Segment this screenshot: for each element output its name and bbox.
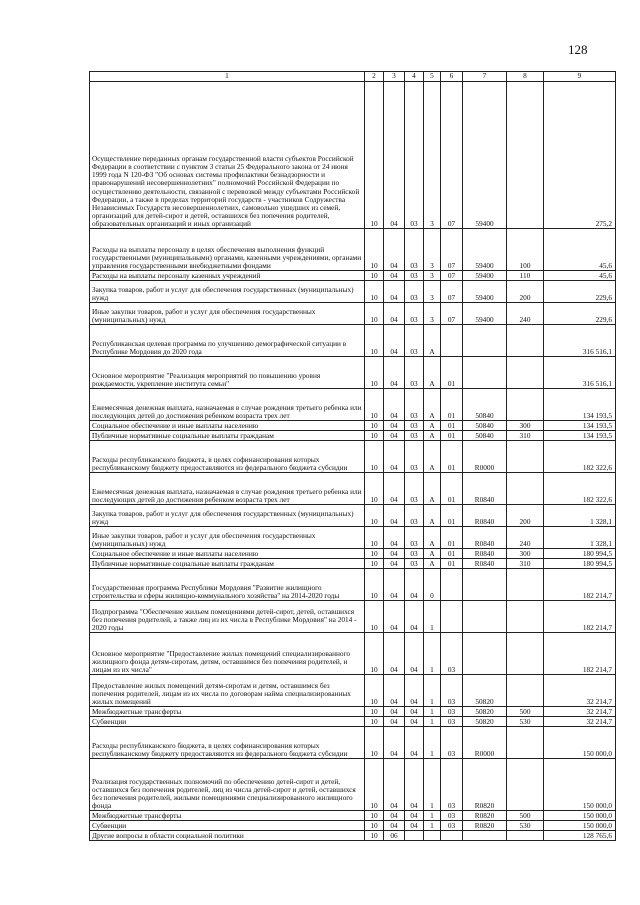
row-subsection: 04 bbox=[384, 707, 405, 717]
row-subprogram: А bbox=[424, 431, 441, 441]
row-expense-type bbox=[507, 759, 544, 811]
row-amount: 316 516,1 bbox=[544, 325, 616, 357]
row-amount: 45,6 bbox=[544, 271, 616, 281]
row-description: Республиканская целевая программа по улучшению демографической ситуации в Республике Мордовия до 2020 года bbox=[90, 325, 365, 357]
table-row bbox=[90, 717, 616, 727]
row-amount: 182 322,6 bbox=[544, 473, 616, 505]
row-program: 04 bbox=[405, 717, 424, 727]
table-row bbox=[90, 473, 616, 505]
row-amount: 32 214,7 bbox=[544, 675, 616, 707]
row-program: 04 bbox=[405, 633, 424, 675]
row-description: Расходы на выплаты персоналу казенных учреждений bbox=[90, 271, 365, 281]
row-section: 10 bbox=[365, 633, 384, 675]
row-expense-type bbox=[507, 441, 544, 473]
table-row bbox=[90, 601, 616, 633]
row-section: 10 bbox=[365, 431, 384, 441]
row-direction: 59400 bbox=[463, 271, 507, 281]
table-row bbox=[90, 675, 616, 707]
row-subsection: 04 bbox=[384, 473, 405, 505]
row-section: 10 bbox=[365, 707, 384, 717]
row-event: 01 bbox=[441, 441, 463, 473]
row-program: 03 bbox=[405, 229, 424, 271]
row-subprogram: А bbox=[424, 421, 441, 431]
row-expense-type bbox=[507, 727, 544, 759]
table-row bbox=[90, 727, 616, 759]
row-program: 03 bbox=[405, 549, 424, 559]
row-amount: 182 214,7 bbox=[544, 569, 616, 601]
row-section: 10 bbox=[365, 727, 384, 759]
row-amount: 182 322,6 bbox=[544, 441, 616, 473]
row-amount: 182 214,7 bbox=[544, 601, 616, 633]
table-row bbox=[90, 549, 616, 559]
row-event bbox=[441, 831, 463, 841]
col-header: 8 bbox=[507, 72, 544, 82]
row-subprogram: 3 bbox=[424, 271, 441, 281]
row-expense-type bbox=[507, 831, 544, 841]
row-subsection: 04 bbox=[384, 505, 405, 527]
row-section: 10 bbox=[365, 473, 384, 505]
row-description: Государственная программа Республики Мордовия "Развитие жилищного строительства и сферы жилищно-коммунального хозяйства" на 2014-2020 годы bbox=[90, 569, 365, 601]
row-program: 03 bbox=[405, 559, 424, 569]
row-direction: 50820 bbox=[463, 707, 507, 717]
row-subprogram: А bbox=[424, 549, 441, 559]
row-subsection: 04 bbox=[384, 717, 405, 727]
row-subsection: 04 bbox=[384, 281, 405, 303]
table-row bbox=[90, 559, 616, 569]
row-description: Субвенции bbox=[90, 717, 365, 727]
row-expense-type: 110 bbox=[507, 271, 544, 281]
row-subprogram: 1 bbox=[424, 811, 441, 821]
row-section: 10 bbox=[365, 831, 384, 841]
row-subprogram: 1 bbox=[424, 717, 441, 727]
row-subsection: 04 bbox=[384, 229, 405, 271]
row-expense-type bbox=[507, 633, 544, 675]
row-description: Субвенции bbox=[90, 821, 365, 831]
row-subsection: 04 bbox=[384, 421, 405, 431]
table-row bbox=[90, 707, 616, 717]
row-subprogram: 3 bbox=[424, 303, 441, 325]
row-section: 10 bbox=[365, 357, 384, 389]
table-row bbox=[90, 431, 616, 441]
row-section: 10 bbox=[365, 325, 384, 357]
row-amount: 1 328,1 bbox=[544, 527, 616, 549]
row-direction: R0840 bbox=[463, 473, 507, 505]
row-section: 10 bbox=[365, 759, 384, 811]
row-program: 04 bbox=[405, 727, 424, 759]
row-expense-type: 240 bbox=[507, 527, 544, 549]
row-amount: 229,6 bbox=[544, 281, 616, 303]
table-row bbox=[90, 759, 616, 811]
row-direction: 50820 bbox=[463, 675, 507, 707]
row-subprogram: А bbox=[424, 527, 441, 549]
row-description: Основное мероприятие "Предоставление жилых помещений специализированного жилищного фонда детям-сиротам, детям, оставшимся без попечения родителей, и лицам из их числа" bbox=[90, 633, 365, 675]
row-subsection: 04 bbox=[384, 727, 405, 759]
row-subprogram: 1 bbox=[424, 727, 441, 759]
row-program: 03 bbox=[405, 357, 424, 389]
row-subsection: 04 bbox=[384, 569, 405, 601]
row-subprogram: 3 bbox=[424, 229, 441, 271]
row-description: Социальное обеспечение и иные выплаты населению bbox=[90, 421, 365, 431]
col-header: 7 bbox=[463, 72, 507, 82]
row-event: 03 bbox=[441, 707, 463, 717]
row-section: 10 bbox=[365, 281, 384, 303]
row-direction: R0840 bbox=[463, 505, 507, 527]
row-direction: R0000 bbox=[463, 727, 507, 759]
table-row bbox=[90, 569, 616, 601]
row-direction: 50840 bbox=[463, 431, 507, 441]
row-description: Основное мероприятие "Реализация мероприятий по повышению уровня рождаемости, укрепление института семьи" bbox=[90, 357, 365, 389]
row-expense-type: 500 bbox=[507, 707, 544, 717]
row-description: Расходы на выплаты персоналу в целях обеспечения выполнения функций государственными (муниципальными) органами, казенными учреждениями, органами управления государственными внебюджетными фондами bbox=[90, 229, 365, 271]
row-event: 03 bbox=[441, 675, 463, 707]
row-amount: 275,2 bbox=[544, 82, 616, 229]
col-header: 3 bbox=[384, 72, 405, 82]
row-program: 04 bbox=[405, 601, 424, 633]
row-section: 10 bbox=[365, 271, 384, 281]
row-description: Ежемесячная денежная выплата, назначаемая в случае рождения третьего ребенка или последующих детей до достижения ребенком возраста трех лет bbox=[90, 473, 365, 505]
table-row bbox=[90, 229, 616, 271]
row-event: 07 bbox=[441, 303, 463, 325]
row-subsection: 04 bbox=[384, 389, 405, 421]
row-program: 03 bbox=[405, 325, 424, 357]
col-header: 5 bbox=[424, 72, 441, 82]
row-program: 03 bbox=[405, 505, 424, 527]
row-subprogram: 1 bbox=[424, 675, 441, 707]
row-description: Реализация государственных полномочий по обеспечению детей-сирот и детей, оставшихся без попечения родителей, лиц из числа детей-сирот и детей, оставшихся без попечения родителей, жилыми помещениями специализированного жилищного фонда bbox=[90, 759, 365, 811]
row-description: Закупка товаров, работ и услуг для обеспечения государственных (муниципальных) нужд bbox=[90, 505, 365, 527]
row-expense-type bbox=[507, 569, 544, 601]
row-section: 10 bbox=[365, 601, 384, 633]
col-header: 9 bbox=[544, 72, 616, 82]
row-expense-type bbox=[507, 473, 544, 505]
row-program: 03 bbox=[405, 421, 424, 431]
row-direction bbox=[463, 569, 507, 601]
row-amount: 182 214,7 bbox=[544, 633, 616, 675]
row-description: Иные закупки товаров, работ и услуг для обеспечения государственных (муниципальных) нужд bbox=[90, 527, 365, 549]
row-event bbox=[441, 601, 463, 633]
row-program bbox=[405, 831, 424, 841]
row-subsection: 04 bbox=[384, 441, 405, 473]
row-subsection: 04 bbox=[384, 811, 405, 821]
row-event: 07 bbox=[441, 82, 463, 229]
row-subsection: 04 bbox=[384, 325, 405, 357]
row-expense-type: 200 bbox=[507, 281, 544, 303]
row-direction: 50840 bbox=[463, 421, 507, 431]
row-direction: R0820 bbox=[463, 811, 507, 821]
row-section: 10 bbox=[365, 527, 384, 549]
col-header: 2 bbox=[365, 72, 384, 82]
row-amount: 32 214,7 bbox=[544, 717, 616, 727]
page-number: 128 bbox=[568, 42, 588, 57]
row-program: 03 bbox=[405, 281, 424, 303]
row-expense-type: 300 bbox=[507, 421, 544, 431]
row-subsection: 04 bbox=[384, 431, 405, 441]
row-expense-type: 300 bbox=[507, 549, 544, 559]
row-expense-type: 530 bbox=[507, 821, 544, 831]
row-event: 01 bbox=[441, 505, 463, 527]
row-subprogram: А bbox=[424, 389, 441, 421]
table-row bbox=[90, 421, 616, 431]
row-subsection: 04 bbox=[384, 82, 405, 229]
row-program: 03 bbox=[405, 82, 424, 229]
row-direction: R0000 bbox=[463, 441, 507, 473]
row-section: 10 bbox=[365, 303, 384, 325]
row-expense-type bbox=[507, 389, 544, 421]
row-subprogram: 1 bbox=[424, 601, 441, 633]
row-program: 03 bbox=[405, 431, 424, 441]
row-section: 10 bbox=[365, 229, 384, 271]
row-subsection: 04 bbox=[384, 601, 405, 633]
row-direction: 50840 bbox=[463, 389, 507, 421]
row-event: 01 bbox=[441, 473, 463, 505]
row-description: Ежемесячная денежная выплата, назначаемая в случае рождения третьего ребенка или последующих детей до достижения ребенком возраста трех лет bbox=[90, 389, 365, 421]
table-row bbox=[90, 357, 616, 389]
table-row bbox=[90, 821, 616, 831]
col-header: 4 bbox=[405, 72, 424, 82]
row-description: Межбюджетные трансферты bbox=[90, 811, 365, 821]
row-program: 03 bbox=[405, 527, 424, 549]
row-expense-type bbox=[507, 357, 544, 389]
row-subprogram: А bbox=[424, 325, 441, 357]
row-section: 10 bbox=[365, 717, 384, 727]
table-row bbox=[90, 811, 616, 821]
row-event: 03 bbox=[441, 811, 463, 821]
row-event: 01 bbox=[441, 549, 463, 559]
col-header: 1 bbox=[90, 72, 365, 82]
row-direction: R0840 bbox=[463, 559, 507, 569]
row-program: 04 bbox=[405, 675, 424, 707]
row-amount: 1 328,1 bbox=[544, 505, 616, 527]
row-direction: 50820 bbox=[463, 717, 507, 727]
row-expense-type bbox=[507, 82, 544, 229]
row-direction bbox=[463, 325, 507, 357]
row-direction: 59400 bbox=[463, 281, 507, 303]
row-section: 10 bbox=[365, 811, 384, 821]
row-event: 01 bbox=[441, 357, 463, 389]
row-description: Предоставление жилых помещений детям-сиротам и детям, оставшимся без попечения родителей, лицам из их числа по договорам найма специализированных жилых помещений bbox=[90, 675, 365, 707]
row-description: Расходы республиканского бюджета, в целях софинансирования которых республиканскому бюджету предоставляются из федерального бюджета субсидии bbox=[90, 727, 365, 759]
table-row bbox=[90, 633, 616, 675]
row-event: 01 bbox=[441, 559, 463, 569]
table-row bbox=[90, 303, 616, 325]
row-program: 04 bbox=[405, 821, 424, 831]
row-section: 10 bbox=[365, 569, 384, 601]
row-program: 03 bbox=[405, 389, 424, 421]
row-section: 10 bbox=[365, 675, 384, 707]
row-subprogram: 1 bbox=[424, 707, 441, 717]
row-subsection: 04 bbox=[384, 559, 405, 569]
col-header: 6 bbox=[441, 72, 463, 82]
row-program: 03 bbox=[405, 303, 424, 325]
row-amount: 32 214,7 bbox=[544, 707, 616, 717]
row-subsection: 04 bbox=[384, 357, 405, 389]
row-program: 03 bbox=[405, 473, 424, 505]
row-event: 07 bbox=[441, 271, 463, 281]
row-subprogram: А bbox=[424, 505, 441, 527]
table-row bbox=[90, 527, 616, 549]
row-subprogram: А bbox=[424, 559, 441, 569]
row-amount: 150 000,0 bbox=[544, 759, 616, 811]
row-expense-type bbox=[507, 325, 544, 357]
row-section: 10 bbox=[365, 441, 384, 473]
row-amount: 229,6 bbox=[544, 303, 616, 325]
row-program: 04 bbox=[405, 811, 424, 821]
row-event: 07 bbox=[441, 281, 463, 303]
table-row bbox=[90, 389, 616, 421]
row-subprogram: А bbox=[424, 473, 441, 505]
table-header-row bbox=[90, 72, 616, 82]
row-expense-type: 500 bbox=[507, 811, 544, 821]
row-subprogram: 1 bbox=[424, 633, 441, 675]
row-section: 10 bbox=[365, 389, 384, 421]
row-section: 10 bbox=[365, 559, 384, 569]
row-event: 03 bbox=[441, 633, 463, 675]
row-subsection: 04 bbox=[384, 675, 405, 707]
table-row bbox=[90, 831, 616, 841]
row-amount: 150 000,0 bbox=[544, 727, 616, 759]
row-direction bbox=[463, 357, 507, 389]
row-description: Публичные нормативные социальные выплаты гражданам bbox=[90, 431, 365, 441]
row-description: Иные закупки товаров, работ и услуг для обеспечения государственных (муниципальных) нужд bbox=[90, 303, 365, 325]
row-event: 01 bbox=[441, 527, 463, 549]
row-expense-type: 310 bbox=[507, 431, 544, 441]
row-subsection: 04 bbox=[384, 633, 405, 675]
budget-table bbox=[89, 71, 616, 841]
row-subprogram: А bbox=[424, 357, 441, 389]
row-expense-type: 310 bbox=[507, 559, 544, 569]
row-section: 10 bbox=[365, 549, 384, 559]
row-subsection: 04 bbox=[384, 759, 405, 811]
row-expense-type: 530 bbox=[507, 717, 544, 727]
row-subprogram: 1 bbox=[424, 821, 441, 831]
row-subprogram: А bbox=[424, 441, 441, 473]
row-description: Межбюджетные трансферты bbox=[90, 707, 365, 717]
table-row bbox=[90, 505, 616, 527]
row-amount: 150 000,0 bbox=[544, 811, 616, 821]
row-description: Социальное обеспечение и иные выплаты населению bbox=[90, 549, 365, 559]
row-direction bbox=[463, 633, 507, 675]
table-row bbox=[90, 82, 616, 229]
row-program: 04 bbox=[405, 569, 424, 601]
row-event bbox=[441, 325, 463, 357]
row-subsection: 04 bbox=[384, 527, 405, 549]
row-event: 01 bbox=[441, 389, 463, 421]
row-subsection: 04 bbox=[384, 549, 405, 559]
row-direction: R0840 bbox=[463, 549, 507, 559]
row-expense-type bbox=[507, 601, 544, 633]
row-description: Подпрограмма "Обеспечение жильем помещениями детей-сирот, детей, оставшихся без попечения родителей, а также лиц из их числа в Республике Мордовия" на 2014 - 2020 годы bbox=[90, 601, 365, 633]
row-direction bbox=[463, 601, 507, 633]
row-event bbox=[441, 569, 463, 601]
row-amount: 134 193,5 bbox=[544, 421, 616, 431]
row-event: 03 bbox=[441, 727, 463, 759]
row-subprogram: 3 bbox=[424, 281, 441, 303]
row-subsection: 04 bbox=[384, 821, 405, 831]
row-amount: 316 516,1 bbox=[544, 357, 616, 389]
row-amount: 180 994,5 bbox=[544, 559, 616, 569]
row-event: 01 bbox=[441, 431, 463, 441]
row-event: 03 bbox=[441, 717, 463, 727]
row-amount: 45,6 bbox=[544, 229, 616, 271]
row-direction: 59400 bbox=[463, 82, 507, 229]
row-subsection: 04 bbox=[384, 271, 405, 281]
table-row bbox=[90, 325, 616, 357]
row-event: 03 bbox=[441, 821, 463, 831]
row-subsection: 04 bbox=[384, 303, 405, 325]
row-amount: 150 000,0 bbox=[544, 821, 616, 831]
row-event: 03 bbox=[441, 759, 463, 811]
row-event: 01 bbox=[441, 421, 463, 431]
row-direction: R0820 bbox=[463, 759, 507, 811]
row-amount: 134 193,5 bbox=[544, 431, 616, 441]
row-program: 04 bbox=[405, 759, 424, 811]
row-amount: 128 765,6 bbox=[544, 831, 616, 841]
row-expense-type bbox=[507, 675, 544, 707]
row-description: Расходы республиканского бюджета, в целях софинансирования которых республиканскому бюджету предоставляются из федерального бюджета субсидии bbox=[90, 441, 365, 473]
row-program: 03 bbox=[405, 271, 424, 281]
row-section: 10 bbox=[365, 505, 384, 527]
row-amount: 180 994,5 bbox=[544, 549, 616, 559]
row-expense-type: 100 bbox=[507, 229, 544, 271]
row-direction: 59400 bbox=[463, 229, 507, 271]
row-subprogram: 0 bbox=[424, 569, 441, 601]
row-section: 10 bbox=[365, 821, 384, 831]
row-description: Другие вопросы в области социальной политики bbox=[90, 831, 365, 841]
table-row bbox=[90, 441, 616, 473]
row-direction bbox=[463, 831, 507, 841]
row-subprogram bbox=[424, 831, 441, 841]
row-direction: R0820 bbox=[463, 821, 507, 831]
row-amount: 134 193,5 bbox=[544, 389, 616, 421]
row-subprogram: 1 bbox=[424, 759, 441, 811]
table-row bbox=[90, 271, 616, 281]
row-direction: R0840 bbox=[463, 527, 507, 549]
row-direction: 59400 bbox=[463, 303, 507, 325]
row-event: 07 bbox=[441, 229, 463, 271]
row-program: 04 bbox=[405, 707, 424, 717]
row-section: 10 bbox=[365, 421, 384, 431]
row-description: Закупка товаров, работ и услуг для обеспечения государственных (муниципальных) нужд bbox=[90, 281, 365, 303]
row-section: 10 bbox=[365, 82, 384, 229]
row-description: Публичные нормативные социальные выплаты гражданам bbox=[90, 559, 365, 569]
row-expense-type: 240 bbox=[507, 303, 544, 325]
table-row bbox=[90, 281, 616, 303]
row-program: 03 bbox=[405, 441, 424, 473]
row-subprogram: 3 bbox=[424, 82, 441, 229]
row-description: Осуществление переданных органам государственной власти субъектов Российской Федерации в соответствии с пунктом 3 статьи 25 Федерального закона от 24 июня 1999 года N 120-ФЗ "Об основах системы профилактики безнадзорности и правонарушений несовершеннолетних" полномочий Российской Федерации по осуществлению деятельности, связанной с перевозкой между субъектами Российской Федерации, а также в пределах территорий государств - участников Содружества Независимых Государств несовершеннолетних, самовольно ушедших из семей, организаций для детей-сирот и детей, оставшихся без попечения родителей, образовательных организаций и иных организаций bbox=[90, 82, 365, 229]
row-expense-type: 200 bbox=[507, 505, 544, 527]
row-subsection: 06 bbox=[384, 831, 405, 841]
